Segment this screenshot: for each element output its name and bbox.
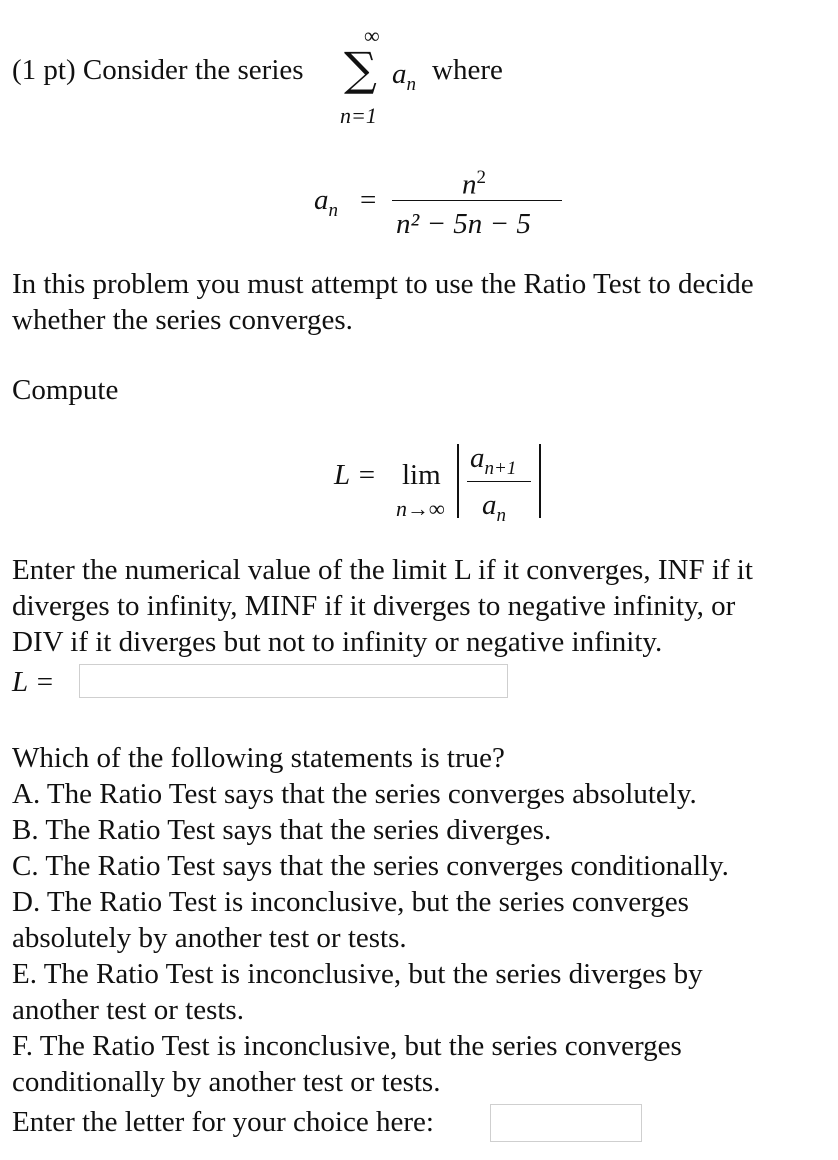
option-d-line-1: D. The Ratio Test is inconclusive, but the series converges	[12, 886, 689, 918]
summation-symbol: ∑	[344, 42, 377, 96]
limit-denominator: $a_n$	[482, 489, 506, 526]
an-lhs: $a_n$	[314, 184, 338, 221]
question-text: Which of the following statements is true?	[12, 742, 505, 774]
sum-term: $a_n$	[392, 58, 416, 95]
answer-l-input[interactable]	[79, 664, 508, 698]
choice-label: Enter the letter for your choice here:	[12, 1106, 434, 1138]
abs-bar-right	[539, 444, 541, 518]
abs-bar-left	[457, 444, 459, 518]
ratio-text-line-1: In this problem you must attempt to use the Ratio Test to decide	[12, 268, 754, 300]
intro-prefix: (1 pt) Consider the series	[12, 54, 304, 86]
limit-lhs: L =	[334, 459, 377, 491]
instruction-line-2: diverges to infinity, MINF if it diverges to negative infinity, or	[12, 590, 736, 622]
limit-numerator: $a_{n+1}$	[470, 442, 517, 479]
limit-under: n→∞	[396, 496, 445, 521]
instruction-line-1: Enter the numerical value of the limit L if it converges, INF if it	[12, 554, 753, 586]
option-e-line-1: E. The Ratio Test is inconclusive, but the series diverges by	[12, 958, 703, 990]
intro-suffix: where	[432, 54, 503, 86]
an-denominator: n² − 5n − 5	[396, 208, 531, 240]
compute-label: Compute	[12, 374, 119, 406]
option-b: B. The Ratio Test says that the series diverges.	[12, 814, 552, 846]
option-e-line-2: another test or tests.	[12, 994, 244, 1026]
instruction-line-3: DIV if it diverges but not to infinity or negative infinity.	[12, 626, 663, 658]
an-numerator: $n^2$	[462, 167, 486, 201]
option-d-line-2: absolutely by another test or tests.	[12, 922, 407, 954]
limit-operator: lim	[402, 459, 441, 491]
option-f-line-1: F. The Ratio Test is inconclusive, but the series converges	[12, 1030, 682, 1062]
ratio-text-line-2: whether the series converges.	[12, 304, 353, 336]
an-fraction-bar	[392, 200, 562, 201]
answer-l-label: L =	[12, 666, 55, 698]
option-a: A. The Ratio Test says that the series converges absolutely.	[12, 778, 697, 810]
sum-upper-limit: ∞	[364, 23, 380, 48]
sum-lower-limit: n=1	[340, 103, 377, 128]
option-c: C. The Ratio Test says that the series converges conditionally.	[12, 850, 729, 882]
limit-fraction-bar	[467, 481, 531, 482]
choice-input[interactable]	[490, 1104, 642, 1142]
option-f-line-2: conditionally by another test or tests.	[12, 1066, 441, 1098]
an-equals: =	[360, 184, 377, 216]
